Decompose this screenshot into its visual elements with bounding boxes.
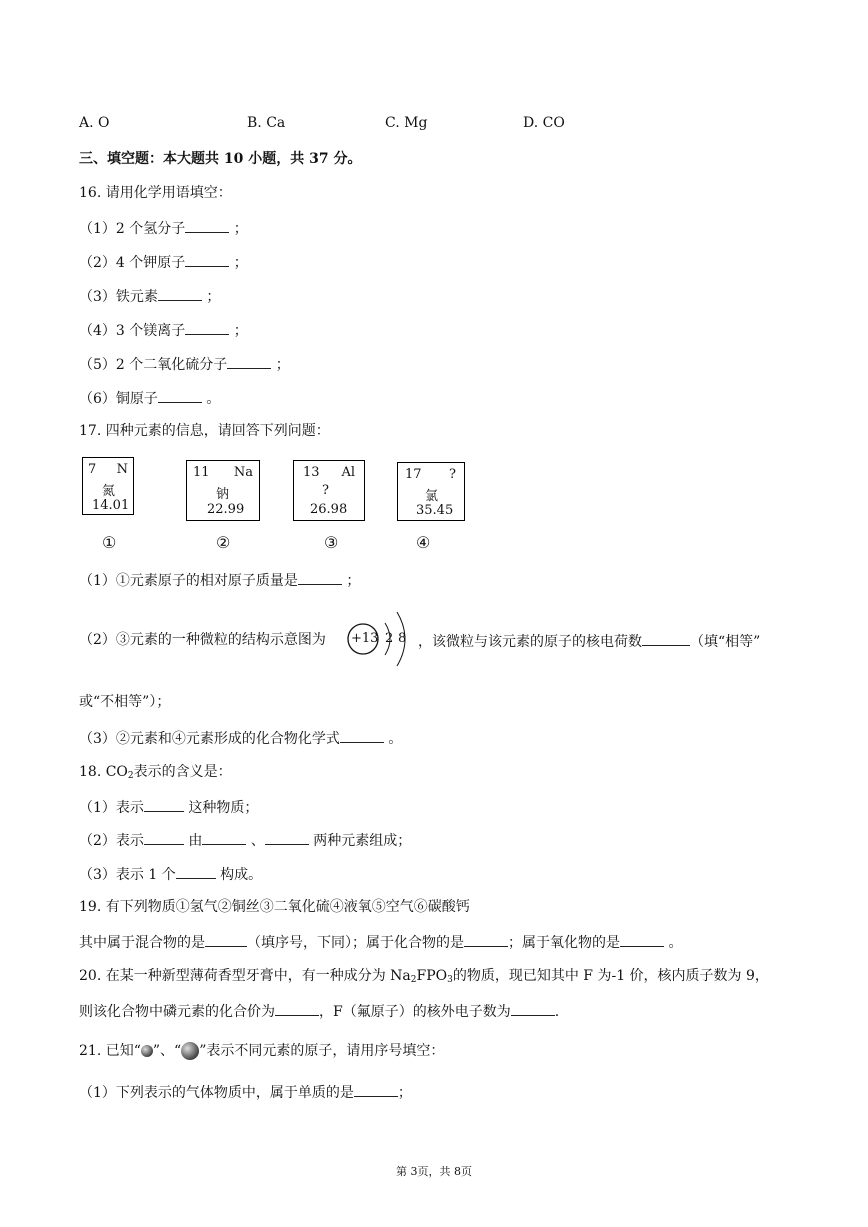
q20-line-2: 则该化合物中磷元素的化合价为 ，F（氟原子）的核外电子数为 . (79, 1001, 559, 1021)
answer-blank[interactable] (354, 1082, 398, 1097)
answer-blank[interactable] (185, 252, 229, 267)
answer-blank[interactable] (144, 830, 184, 845)
answer-blank[interactable] (202, 830, 246, 845)
q17-stem: 17. 四种元素的信息，请回答下列问题： (79, 423, 330, 439)
answer-blank[interactable] (511, 1001, 555, 1016)
q17-part-2: （2）③元素的一种微粒的结构示意图为 (79, 632, 326, 648)
element-label-1: ① (102, 533, 117, 552)
q16-item-5: （5）2 个二氧化硫分子 ； (79, 354, 290, 374)
answer-blank[interactable] (227, 354, 271, 369)
q18-line-3: （3）表示 1 个 构成。 (79, 864, 262, 884)
small-atom-icon (141, 1045, 153, 1057)
answer-blank[interactable] (176, 864, 216, 879)
ion-shell-1-count: 2 (385, 631, 394, 646)
q18-line-1: （1）表示 这种物质； (79, 797, 258, 817)
q16-stem: 16. 请用化学用语填空： (79, 185, 232, 201)
q21-part-1: （1）下列表示的气体物质中，属于单质的是 ； (79, 1082, 412, 1102)
answer-blank[interactable] (464, 932, 508, 947)
answer-blank[interactable] (620, 932, 664, 947)
answer-blank[interactable] (275, 1001, 319, 1016)
answer-blank[interactable] (340, 728, 384, 743)
q19-stem: 19. 有下列物质①氢气②铜丝③二氧化硫④液氧⑤空气⑥碳酸钙 (79, 899, 470, 915)
q16-item-2: （2）4 个钾原子 ； (79, 252, 248, 272)
ion-nucleus-charge: +13 (351, 631, 379, 646)
answer-blank[interactable] (158, 286, 202, 301)
large-atom-icon (181, 1042, 199, 1060)
element-label-2: ② (216, 533, 231, 552)
element-card-cl: 17 ? 氯 35.45 (397, 462, 465, 521)
page-footer: 第 3页，共 8页 (396, 1165, 472, 1178)
ion-shell-2-count: 8 (398, 631, 407, 646)
answer-blank[interactable] (185, 320, 229, 335)
q16-item-3: （3）铁元素 ； (79, 286, 220, 306)
q17-part-2-end: 或“不相等”）； (79, 694, 171, 710)
answer-blank[interactable] (144, 797, 184, 812)
element-card-n: 7 N 氮 14.01 (82, 457, 134, 515)
section-heading: 三、填空题：本大题共 10 小题，共 37 分。 (79, 151, 362, 167)
q16-item-1: （1）2 个氢分子 ； (79, 218, 248, 238)
option-b: B. Ca (247, 115, 286, 131)
answer-blank[interactable] (265, 830, 309, 845)
q20-line-1: 20. 在某一种新型薄荷香型牙膏中，有一种成分为 $Na_2FPO_3$的物质，现已知其中 F 为-1 价，核内质子数为 9， (79, 968, 769, 985)
element-label-4: ④ (416, 533, 431, 552)
q17-part-2-cont: ，该微粒与该元素的原子的核电荷数 （填“相等” (418, 631, 760, 651)
q17-part-1: （1）①元素原子的相对原子质量是 ； (79, 570, 360, 590)
q19-line-1: 其中属于混合物的是 （填序号，下同）；属于化合物的是 ；属于氧化物的是 。 (79, 932, 682, 952)
q16-item-6: （6）铜原子 。 (79, 388, 220, 408)
q16-item-4: （4）3 个镁离子 ； (79, 320, 248, 340)
answer-blank[interactable] (205, 932, 247, 947)
element-card-na: 11 Na 钠 22.99 (186, 460, 260, 521)
q17-part-3: （3）②元素和④元素形成的化合物化学式 。 (79, 728, 402, 748)
answer-blank[interactable] (298, 570, 342, 585)
option-c: C. Mg (385, 115, 428, 131)
q21-stem: 21. 已知“ ”、“ ”表示不同元素的原子，请用序号填空： (79, 1043, 445, 1059)
option-d: D. CO (523, 115, 565, 131)
answer-blank[interactable] (158, 388, 202, 403)
q18-stem: 18. $CO_2$表示的含义是： (79, 764, 232, 781)
element-card-al: 13 Al ? 26.98 (293, 460, 365, 521)
answer-blank[interactable] (642, 631, 690, 646)
ion-structure-diagram (345, 606, 415, 672)
answer-blank[interactable] (185, 218, 229, 233)
option-a: A. O (79, 115, 110, 131)
q18-line-2: （2）表示 由 、 两种元素组成； (79, 830, 411, 850)
element-label-3: ③ (324, 533, 339, 552)
